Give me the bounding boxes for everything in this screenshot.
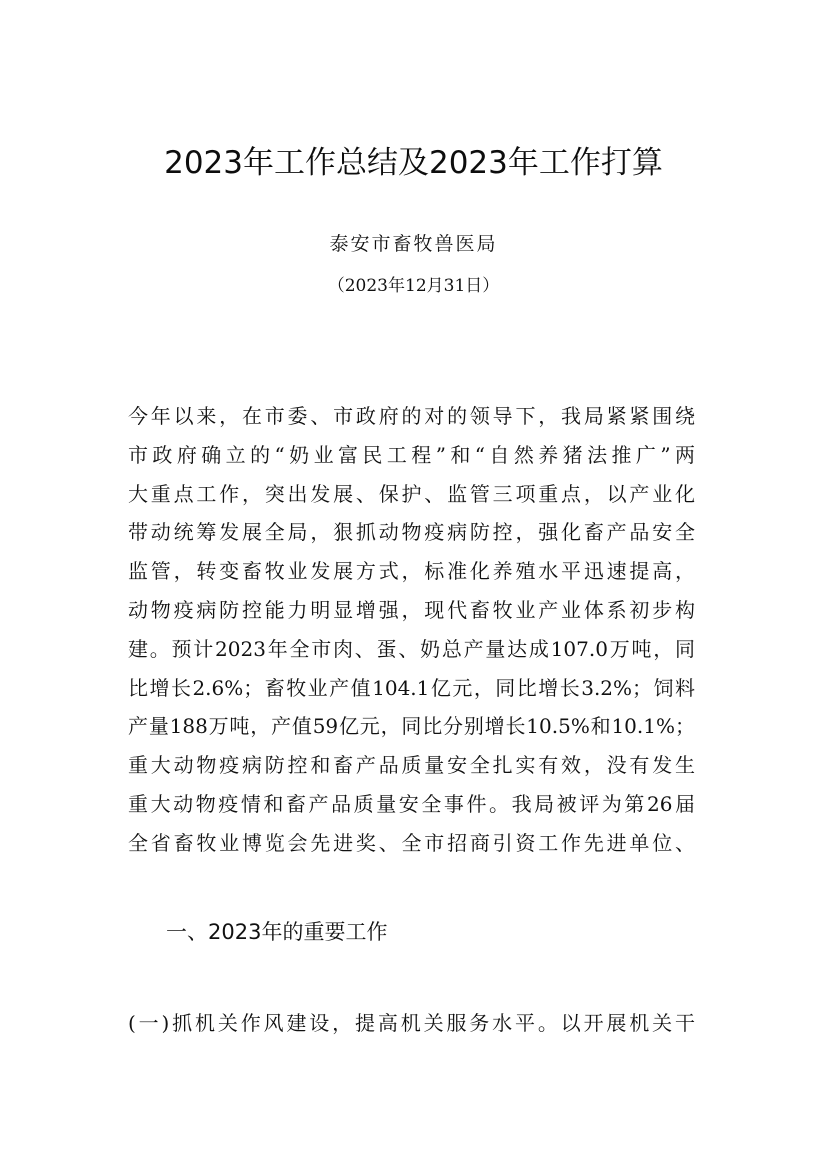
subsection-paragraph: (一)抓机关作风建设，提高机关服务水平。以开展机关干	[128, 1011, 695, 1035]
issuing-organization: 泰安市畜牧兽医局	[329, 233, 498, 255]
paragraph-line: 动物疫病防控能力明显增强，现代畜牧业产业体系初步构	[128, 597, 695, 622]
paragraph-line: 比增长2.6%；畜牧业产值104.1亿元，同比增长3.2%；饲料	[128, 675, 695, 700]
paragraph-line: 大重点工作，突出发展、保护、监管三项重点，以产业化	[128, 481, 695, 506]
paragraph-line: 市政府确立的“奶业富民工程”和“自然养猪法推广”两	[128, 442, 695, 467]
section-heading: 一、2023年的重要工作	[166, 920, 388, 944]
paragraph-line: 全省畜牧业博览会先进奖、全市招商引资工作先进单位、	[128, 830, 695, 855]
paragraph-line: 建。预计2023年全市肉、蛋、奶总产量达成107.0万吨，同	[128, 636, 695, 661]
paragraph-line: 今年以来，在市委、市政府的对的领导下，我局紧紧围绕	[128, 404, 695, 428]
document-date: （2023年12月31日）	[327, 276, 500, 296]
document-title: 2023年工作总结及2023年工作打算	[164, 145, 663, 181]
intro-paragraph	[128, 397, 695, 863]
paragraph-line: 重大动物疫病防控和畜产品质量安全扎实有效，没有发生	[128, 753, 695, 778]
paragraph-line: 带动统筹发展全局，狠抓动物疫病防控，强化畜产品安全	[128, 520, 695, 545]
paragraph-line: 产量188万吨，产值59亿元，同比分别增长10.5%和10.1%；	[128, 714, 695, 739]
paragraph-line: 重大动物疫情和畜产品质量安全事件。我局被评为第26届	[128, 791, 695, 816]
paragraph-line: 监管，转变畜牧业发展方式，标准化养殖水平迅速提高，	[128, 559, 695, 584]
